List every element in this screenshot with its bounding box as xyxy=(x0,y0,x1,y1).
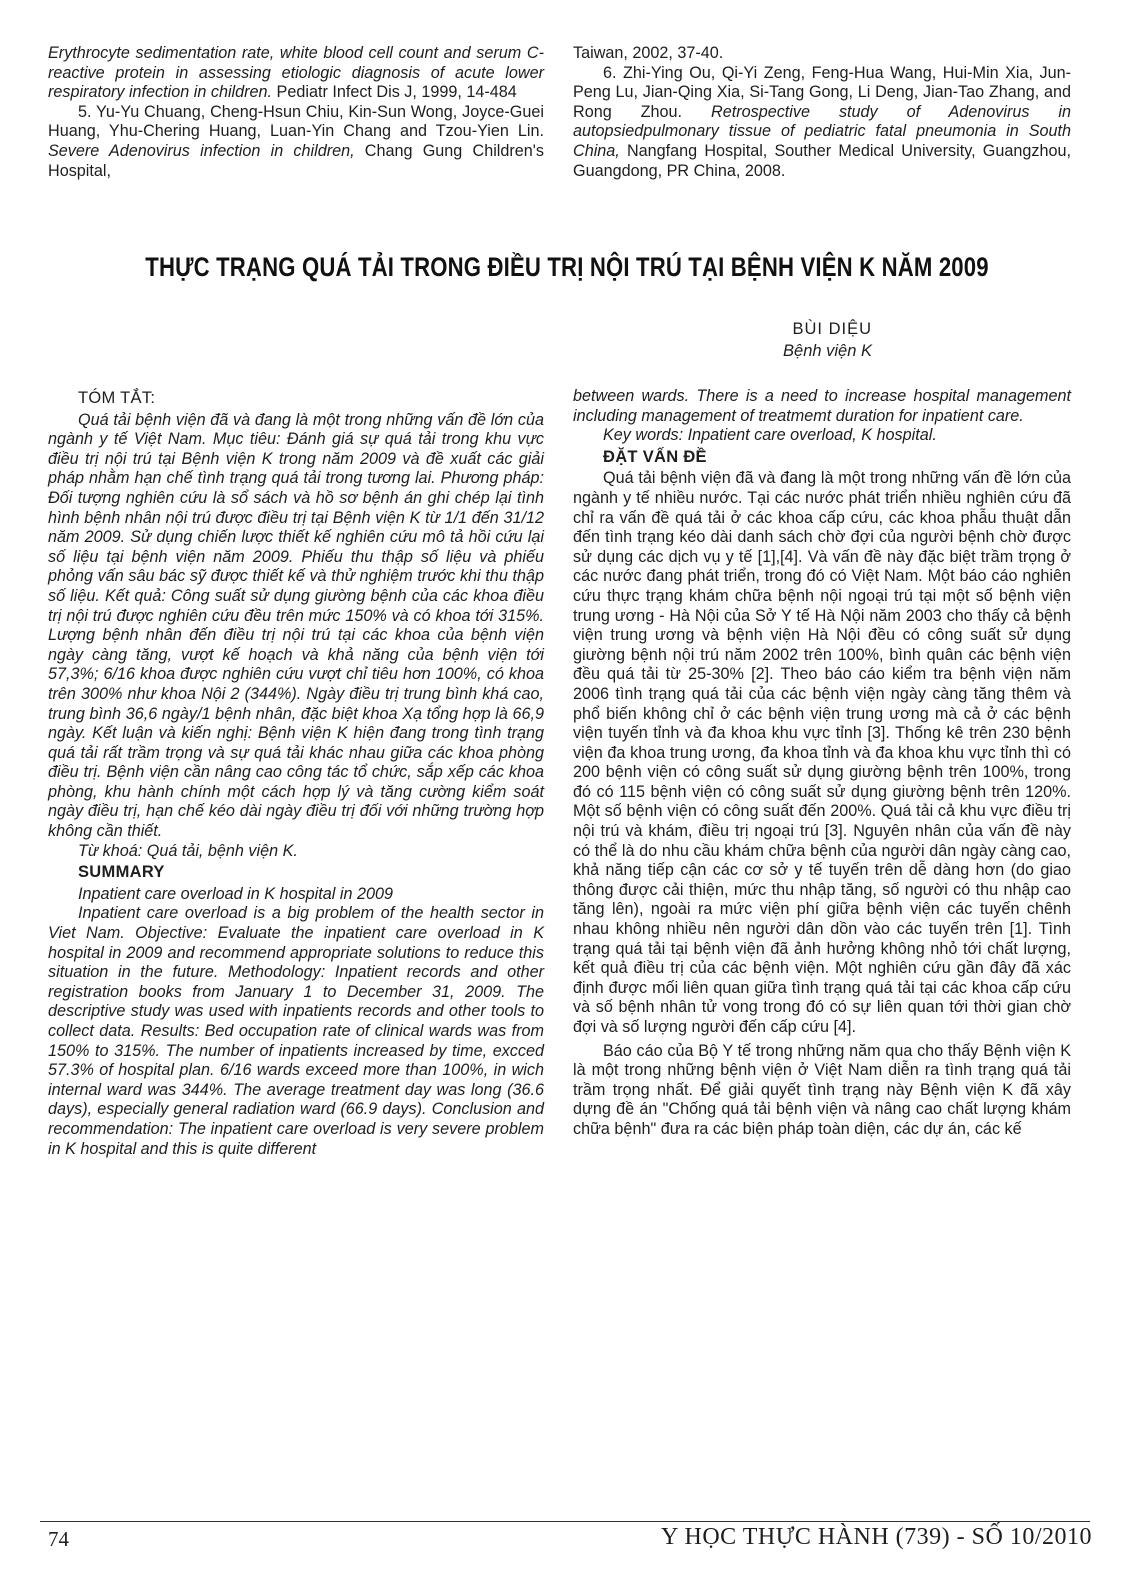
summary-heading: SUMMARY xyxy=(78,863,165,882)
reference-5 xyxy=(48,103,544,181)
summary-body-continued: between wards. There is a need to increase hospital management including management of treatmemt duration for inpatient care. xyxy=(573,387,1071,425)
reference-4-title: Erythrocyte sedimentation rate, white blood cell count and serum C-reactive protein in assessing etiologic diagnosis of acute lower respiratory infection in children. xyxy=(48,44,544,102)
author-affiliation: Bệnh viện K xyxy=(783,342,872,360)
introduction-paragraph-2: Báo cáo của Bộ Y tế trong những năm qua cho thấy Bệnh viện K là một trong những bệnh viện ở Việt Nam diễn ra tình trạng quá tải trầm trọng nhất. Để giải quyết tình trạng này Bệnh viện K đã xây dựng đề án "Chống quá tải bệnh viện và nâng cao chất lượng khám chữa bệnh" đưa ra các biện pháp toàn diện, các dự án, các kế xyxy=(573,1041,1071,1138)
summary-keywords: Key words: Inpatient care overload, K hospital. xyxy=(603,426,937,445)
introduction-paragraph-1: Quá tải bệnh viện đã và đang là một trong những vấn đề lớn của ngành y tế nhiều nước. Tại các nước phát triển nhiều nghiên cứu đã chỉ ra vấn đề quá tải ở các khoa cấp cứu, các khoa phẫu thuật dẫn đến tình trạng kéo dài danh sách chờ đợi của người bệnh chờ được sử dụng các dịch vụ y tế [1],[4]. Và vấn đề này đặc biệt trầm trọng ở các nước đang phát triển, trong đó có Việt Nam. Một báo cáo nghiên cứu thực trạng khám chữa bệnh nội ngoại trú tại một số bệnh viện trung ương - Hà Nội của Sở Y tế Hà Nội năm 2003 cho thấy cả bệnh viện trung ương và bệnh viện Hà Nội đều có công suất sử dụng giường bệnh nội trú năm 2002 trên 100%, bình quân các bệnh viện đều quá tải từ 25-30% [2]. Theo báo cáo kiểm tra bệnh viện năm 2006 tình trạng quá tải của các bệnh viện ngày càng tăng thêm và phổ biến không chỉ ở các bệnh viện trung ương mà cả ở các bệnh viện tuyến tỉnh và đa khoa khu vực tỉnh [3]. Thống kê trên 230 bệnh viện đa khoa trung ương, đa khoa tỉnh và đa khoa khu vực tỉnh thì có 200 bệnh viện có công suất sử dụng giường bệnh trên 100%, trong đó có 115 bệnh viện có công suất sử dụng giường bệnh trên 120%. Một số bệnh viện có công suất đến 200%. Quá tải cả khu vực điều trị nội trú và khám, điều trị ngoại trú [3]. Nguyên nhân của vấn đề này có thể là do nhu cầu khám chữa bệnh của người dân ngày càng cao, khả năng tiếp cận các cơ sở y tế tuyến trên dễ dàng hơn (do giao thông được cải thiện, mức thu nhập tăng, số người có thu nhập cao tăng lên), ngoài ra mức viện phí giữa bệnh viện các tuyến chênh nhau không nhiều nên người dân dồn vào các tuyến trên [1]. Tình trạng quá tải tại bệnh viện đã ảnh hưởng không nhỏ tới chất lượng, kết quả điều trị của các bệnh viện. Một nghiên cứu gần đây đã xác định được mối liên quan giữa tình trạng quá tải tại các khoa cấp cứu và số bệnh nhân tử vong trong đó có sự liên quan tới thời gian chờ đợi và số lượng người đến cấp cứu [4]. xyxy=(573,469,1071,1036)
reference-5-authors: 5. Yu-Yu Chuang, Cheng-Hsun Chiu, Kin-Sun Wong, Joyce-Guei Huang, Yhu-Chering Huang, Luan-Yin Chang and Tzou-Yien Lin. xyxy=(48,102,544,141)
byline xyxy=(783,318,872,362)
reference-5-title: Severe Adenovirus infection in children, xyxy=(48,141,355,160)
author-name: BÙI DIỆU xyxy=(792,320,872,338)
references-top-left xyxy=(48,44,544,181)
reference-6-authors: 6. Zhi-Ying Ou, Qi-Yi Zeng, Feng-Hua Wang, Hui-Min Xia, Jun-Peng Lu, Jian-Qing Xia, Si-Tang Gong, Li Deng, Jian-Tao Zhang, and Rong Zhou. xyxy=(573,63,1071,121)
page-number: 74 xyxy=(48,1527,69,1551)
summary-subtitle: Inpatient care overload in K hospital in 2009 xyxy=(78,884,393,903)
reference-5-source: Chang Gung Children's Hospital, xyxy=(48,141,544,180)
abstract-heading: TÓM TẮT: xyxy=(78,389,156,407)
summary-body: Inpatient care overload is a big problem of the health sector in Viet Nam. Objective: Evaluate the inpatient care overload in K hospital in 2009 and recommend appropriate solutions to reduce this situation in the future. Methodology: Inpatient records and other registration books from January 1 to December 31, 2009. The descriptive study was used with inpatients records and other tools to collect data. Results: Bed occupation rate of clinical wards was from 150% to 315%. The number of inpatients increased by time, excced 57.3% of hospital plan. 6/16 wards exceed more than 100%, in wich internal ward was 344%. The average treatment day was long (36.6 days), especially general radiation ward (66.9 days). Conclusion and recommendation: The inpatient care overload is very severe problem in K hospital and this is quite different xyxy=(48,904,544,1158)
references-top-right xyxy=(573,44,1071,181)
reference-6-title: Retrospective study of Adenovirus in autopsiedpulmonary tissue of pediatric fatal pneumonia in South China, xyxy=(573,102,1071,160)
reference-5-continued: Taiwan, 2002, 37-40. xyxy=(573,44,724,62)
abstract-body: Quá tải bệnh viện đã và đang là một trong những vấn đề lớn của ngành y tế Việt Nam. Mục tiêu: Đánh giá sự quá tải trong khu vực điều trị nội trú tại Bệnh viện K trong năm 2009 và đề xuất các giải pháp nhằm hạn chế tình trạng quá tải trong tương lai. Phương pháp: Đối tượng nghiên cứu là sổ sách và hồ sơ bệnh án ghi chép lại tình hình bệnh nhân nội trú được điều trị tại Bệnh viện K từ 1/1 đến 31/12 năm 2009. Sử dụng chiến lược thiết kế nghiên cứu mô tả hồi cứu lại số liệu tại bệnh viện năm 2009. Phiếu thu thập số liệu và phiếu phỏng vấn sâu bác sỹ được thiết kế và thử nghiệm trước khi thu thập số liệu. Kết quả: Công suất sử dụng giường bệnh của các khoa điều trị nội trú được nghiên cứu đều trên mức 150% và có khoa tới 315%. Lượng bệnh nhân đến điều trị nội trú tại các khoa của bệnh viện ngày càng tăng, vượt kế hoạch và khả năng của bệnh viện tới 57,3%; 6/16 khoa được nghiên cứu vượt chỉ tiêu hơn 100%, có khoa trên 300% như khoa Nội 2 (344%). Ngày điều trị trung bình khá cao, trung bình 36,6 ngày/1 bệnh nhân, đặc biệt khoa Xạ tổng hợp là 66,9 ngày. Kết luận và kiến nghị: Bệnh viện K hiện đang trong tình trạng quá tải rất trầm trọng và sự quá tải khác nhau giữa các khoa phòng điều trị. Bệnh viện cần nâng cao công tác tổ chức, sắp xếp các khoa phòng, khu hành chính một cách hợp lý và tăng cường kiểm soát ngày điều trị, hạn chế kéo dài ngày điều trị đối với những trường hợp không cần thiết. xyxy=(48,410,544,841)
introduction-heading: ĐẶT VẤN ĐỀ xyxy=(603,447,707,466)
main-column-right xyxy=(573,387,1071,1140)
reference-6 xyxy=(573,64,1071,182)
reference-6-source: Nangfang Hospital, Souther Medical University, Guangzhou, Guangdong, PR China, 2008. xyxy=(573,141,1071,180)
abstract-keywords: Từ khoá: Quá tải, bệnh viện K. xyxy=(78,841,298,860)
journal-footer: Y HỌC THỰC HÀNH (739) - SỐ 10/2010 xyxy=(661,1524,1092,1550)
reference-4-continued xyxy=(48,44,544,103)
footer-divider xyxy=(40,1521,1090,1522)
article-title: THỰC TRẠNG QUÁ TẢI TRONG ĐIỀU TRỊ NỘI TRÚ TẠI BỆNH VIỆN K NĂM 2009 xyxy=(145,252,989,282)
reference-4-source: Pediatr Infect Dis J, 1999, 14-484 xyxy=(272,83,517,102)
main-column-left xyxy=(48,387,544,1159)
